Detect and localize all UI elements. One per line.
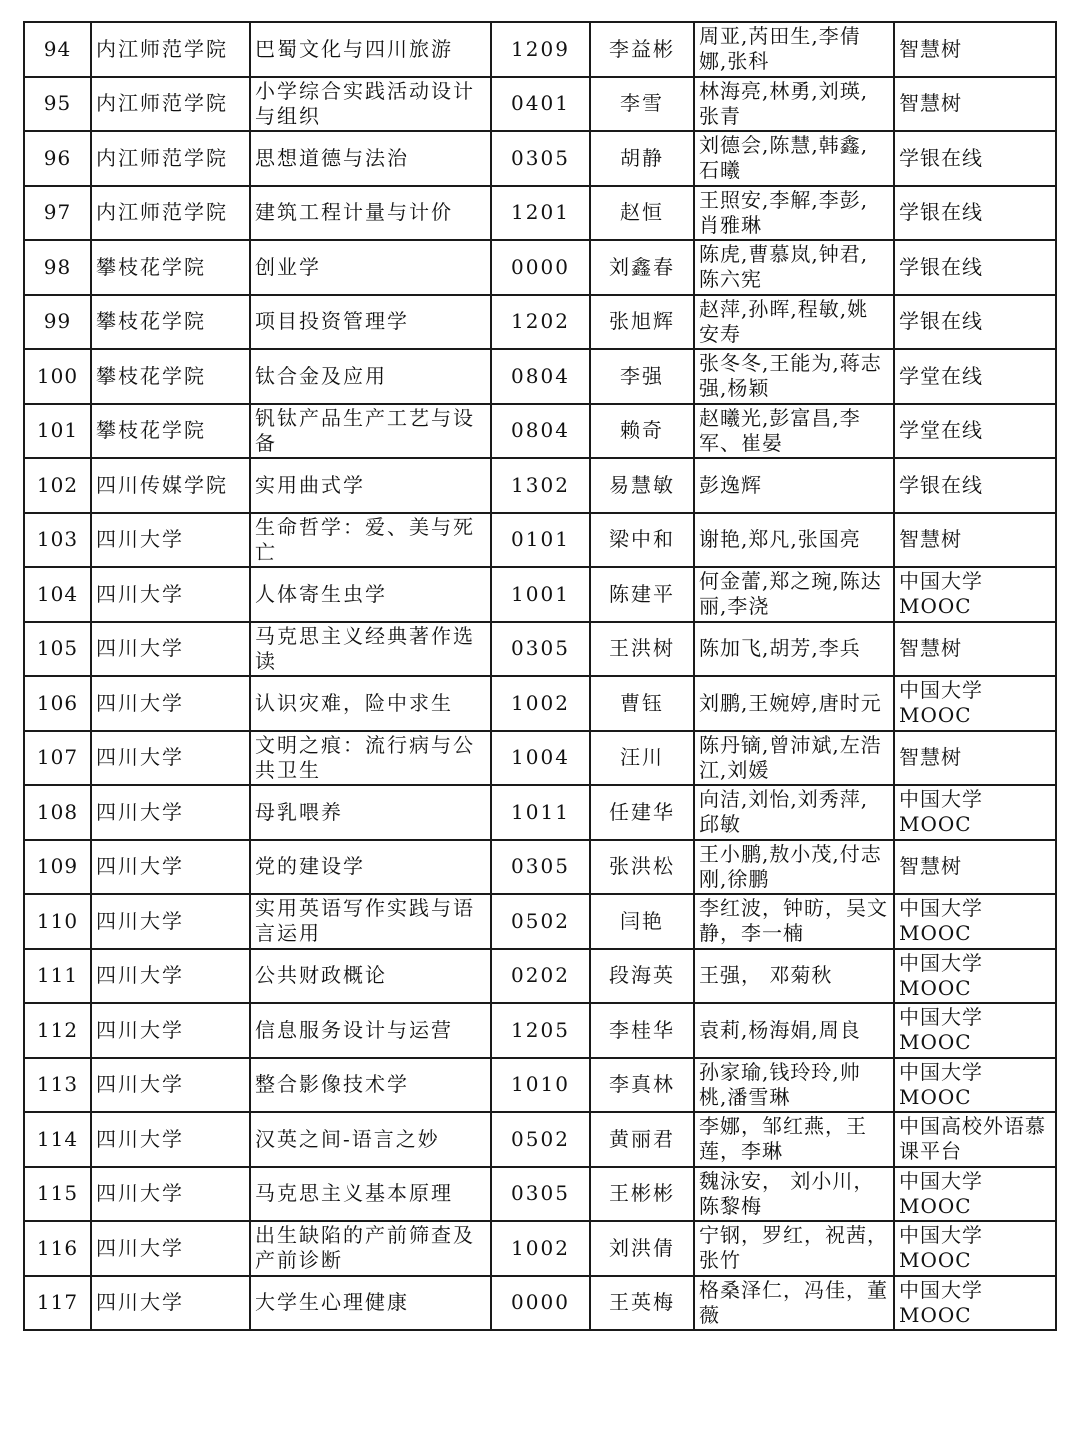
row-number: 104 [24,567,91,622]
course-name: 文明之痕：流行病与公共卫生 [250,731,491,786]
table-row [24,567,1056,622]
row-number: 101 [24,404,91,459]
course-leader: 王彬彬 [590,1167,694,1222]
team-members: 谢艳,郑凡,张国亮 [694,513,894,568]
course-name: 公共财政概论 [250,949,491,1004]
school-name: 四川大学 [91,1058,250,1113]
course-name: 创业学 [250,240,491,295]
course-leader: 梁中和 [590,513,694,568]
table-row [24,1167,1056,1222]
platform-name: 中国大学MOOC [894,1058,1056,1113]
platform-name: 中国大学MOOC [894,785,1056,840]
course-leader: 汪川 [590,731,694,786]
row-number: 96 [24,131,91,186]
table-row [24,1058,1056,1113]
row-number: 98 [24,240,91,295]
course-name: 实用曲式学 [250,458,491,513]
discipline-code: 0804 [491,404,590,459]
table-row [24,404,1056,459]
course-leader: 赖奇 [590,404,694,459]
school-name: 四川传媒学院 [91,458,250,513]
discipline-code: 0804 [491,349,590,404]
team-members: 袁莉,杨海娟,周良 [694,1003,894,1058]
school-name: 四川大学 [91,785,250,840]
course-leader: 黄丽君 [590,1112,694,1167]
team-members: 赵曦光,彭富昌,李军、崔晏 [694,404,894,459]
row-number: 108 [24,785,91,840]
discipline-code: 1209 [491,22,590,77]
discipline-code: 0305 [491,1167,590,1222]
table-row [24,295,1056,350]
course-name: 信息服务设计与运营 [250,1003,491,1058]
discipline-code: 1004 [491,731,590,786]
course-name: 整合影像技术学 [250,1058,491,1113]
school-name: 内江师范学院 [91,186,250,241]
school-name: 四川大学 [91,1276,250,1331]
course-name: 实用英语写作实践与语言运用 [250,894,491,949]
table-row [24,186,1056,241]
row-number: 109 [24,840,91,895]
course-name: 建筑工程计量与计价 [250,186,491,241]
table-row [24,731,1056,786]
row-number: 116 [24,1221,91,1276]
table-row [24,1003,1056,1058]
course-leader: 张旭辉 [590,295,694,350]
table-body [24,22,1056,1330]
platform-name: 中国大学MOOC [894,1003,1056,1058]
platform-name: 智慧树 [894,513,1056,568]
platform-name: 学银在线 [894,131,1056,186]
discipline-code: 1002 [491,1221,590,1276]
discipline-code: 0502 [491,1112,590,1167]
course-leader: 闫艳 [590,894,694,949]
school-name: 四川大学 [91,1112,250,1167]
table-row [24,676,1056,731]
discipline-code: 1205 [491,1003,590,1058]
school-name: 四川大学 [91,894,250,949]
platform-name: 学堂在线 [894,404,1056,459]
course-name: 汉英之间-语言之妙 [250,1112,491,1167]
team-members: 张冬冬,王能为,蒋志强,杨颖 [694,349,894,404]
course-leader: 李桂华 [590,1003,694,1058]
table-row [24,513,1056,568]
team-members: 魏泳安， 刘小川，陈黎梅 [694,1167,894,1222]
discipline-code: 0305 [491,131,590,186]
discipline-code: 0502 [491,894,590,949]
course-leader: 陈建平 [590,567,694,622]
course-name: 马克思主义经典著作选读 [250,622,491,677]
team-members: 刘鹏,王婉婷,唐时元 [694,676,894,731]
platform-name: 中国大学MOOC [894,1276,1056,1331]
school-name: 四川大学 [91,676,250,731]
platform-name: 学银在线 [894,295,1056,350]
discipline-code: 0000 [491,1276,590,1331]
row-number: 100 [24,349,91,404]
platform-name: 学银在线 [894,240,1056,295]
course-name: 思想道德与法治 [250,131,491,186]
school-name: 四川大学 [91,1221,250,1276]
team-members: 赵萍,孙晖,程敏,姚安寿 [694,295,894,350]
table-row [24,240,1056,295]
school-name: 攀枝花学院 [91,240,250,295]
table-row [24,458,1056,513]
school-name: 四川大学 [91,1167,250,1222]
platform-name: 中国高校外语慕课平台 [894,1112,1056,1167]
platform-name: 中国大学MOOC [894,1167,1056,1222]
discipline-code: 0000 [491,240,590,295]
row-number: 107 [24,731,91,786]
team-members: 宁钢，罗红，祝茜，张竹 [694,1221,894,1276]
course-name: 出生缺陷的产前筛查及产前诊断 [250,1221,491,1276]
table-row [24,77,1056,132]
platform-name: 智慧树 [894,22,1056,77]
row-number: 110 [24,894,91,949]
discipline-code: 0202 [491,949,590,1004]
table-row [24,22,1056,77]
school-name: 攀枝花学院 [91,349,250,404]
team-members: 林海亮,林勇,刘瑛,张青 [694,77,894,132]
row-number: 117 [24,1276,91,1331]
platform-name: 中国大学MOOC [894,676,1056,731]
discipline-code: 0401 [491,77,590,132]
table-row [24,622,1056,677]
platform-name: 学银在线 [894,186,1056,241]
course-name: 巴蜀文化与四川旅游 [250,22,491,77]
school-name: 四川大学 [91,1003,250,1058]
table-row [24,1221,1056,1276]
table-row [24,1276,1056,1331]
row-number: 94 [24,22,91,77]
course-name: 生命哲学：爱、美与死亡 [250,513,491,568]
platform-name: 智慧树 [894,731,1056,786]
course-name: 项目投资管理学 [250,295,491,350]
team-members: 王小鹏,敖小茂,付志刚,徐鹏 [694,840,894,895]
table-row [24,840,1056,895]
school-name: 攀枝花学院 [91,404,250,459]
course-leader: 张洪松 [590,840,694,895]
discipline-code: 1001 [491,567,590,622]
course-name: 马克思主义基本原理 [250,1167,491,1222]
team-members: 孙家瑜,钱玲玲,帅桃,潘雪琳 [694,1058,894,1113]
team-members: 李红波，钟昉，吴文静，李一楠 [694,894,894,949]
platform-name: 学银在线 [894,458,1056,513]
course-leader: 李益彬 [590,22,694,77]
table-row [24,894,1056,949]
team-members: 刘德会,陈慧,韩鑫,石曦 [694,131,894,186]
platform-name: 中国大学MOOC [894,949,1056,1004]
table-row [24,131,1056,186]
team-members: 王强， 邓菊秋 [694,949,894,1004]
row-number: 95 [24,77,91,132]
row-number: 111 [24,949,91,1004]
team-members: 彭逸辉 [694,458,894,513]
discipline-code: 1202 [491,295,590,350]
discipline-code: 1201 [491,186,590,241]
course-name: 小学综合实践活动设计与组织 [250,77,491,132]
school-name: 内江师范学院 [91,131,250,186]
discipline-code: 1002 [491,676,590,731]
discipline-code: 1011 [491,785,590,840]
platform-name: 智慧树 [894,77,1056,132]
course-leader: 李强 [590,349,694,404]
course-leader: 刘鑫春 [590,240,694,295]
row-number: 97 [24,186,91,241]
row-number: 103 [24,513,91,568]
course-leader: 李真林 [590,1058,694,1113]
team-members: 王照安,李解,李彭,肖雅琳 [694,186,894,241]
table-row [24,949,1056,1004]
course-name: 大学生心理健康 [250,1276,491,1331]
school-name: 四川大学 [91,731,250,786]
platform-name: 学堂在线 [894,349,1056,404]
discipline-code: 0305 [491,840,590,895]
discipline-code: 1302 [491,458,590,513]
row-number: 106 [24,676,91,731]
course-name: 党的建设学 [250,840,491,895]
course-leader: 李雪 [590,77,694,132]
team-members: 陈丹镝,曾沛斌,左浩江,刘媛 [694,731,894,786]
platform-name: 中国大学MOOC [894,567,1056,622]
course-name: 人体寄生虫学 [250,567,491,622]
row-number: 99 [24,295,91,350]
team-members: 陈加飞,胡芳,李兵 [694,622,894,677]
row-number: 112 [24,1003,91,1058]
school-name: 内江师范学院 [91,77,250,132]
course-leader: 王英梅 [590,1276,694,1331]
platform-name: 智慧树 [894,840,1056,895]
course-leader: 易慧敏 [590,458,694,513]
table-row [24,1112,1056,1167]
course-leader: 王洪树 [590,622,694,677]
school-name: 四川大学 [91,567,250,622]
row-number: 113 [24,1058,91,1113]
team-members: 周亚,芮田生,李倩娜,张科 [694,22,894,77]
course-leader: 任建华 [590,785,694,840]
course-leader: 赵恒 [590,186,694,241]
school-name: 四川大学 [91,622,250,677]
course-name: 母乳喂养 [250,785,491,840]
discipline-code: 0305 [491,622,590,677]
course-name: 钛合金及应用 [250,349,491,404]
school-name: 四川大学 [91,949,250,1004]
course-leader: 胡静 [590,131,694,186]
table-row [24,785,1056,840]
school-name: 四川大学 [91,840,250,895]
team-members: 李娜，邹红燕，王莲，李琳 [694,1112,894,1167]
row-number: 114 [24,1112,91,1167]
discipline-code: 1010 [491,1058,590,1113]
team-members: 何金蕾,郑之琬,陈达丽,李浇 [694,567,894,622]
course-leader: 曹钰 [590,676,694,731]
row-number: 115 [24,1167,91,1222]
school-name: 内江师范学院 [91,22,250,77]
school-name: 四川大学 [91,513,250,568]
team-members: 向洁,刘怡,刘秀萍,邱敏 [694,785,894,840]
course-list-table [23,21,1057,1331]
platform-name: 中国大学MOOC [894,894,1056,949]
team-members: 格桑泽仁，冯佳，董薇 [694,1276,894,1331]
row-number: 102 [24,458,91,513]
row-number: 105 [24,622,91,677]
school-name: 攀枝花学院 [91,295,250,350]
platform-name: 中国大学MOOC [894,1221,1056,1276]
table-row [24,349,1056,404]
discipline-code: 0101 [491,513,590,568]
course-leader: 刘洪倩 [590,1221,694,1276]
team-members: 陈虎,曹慕岚,钟君,陈六宪 [694,240,894,295]
course-name: 认识灾难，险中求生 [250,676,491,731]
platform-name: 智慧树 [894,622,1056,677]
course-name: 钒钛产品生产工艺与设备 [250,404,491,459]
course-leader: 段海英 [590,949,694,1004]
